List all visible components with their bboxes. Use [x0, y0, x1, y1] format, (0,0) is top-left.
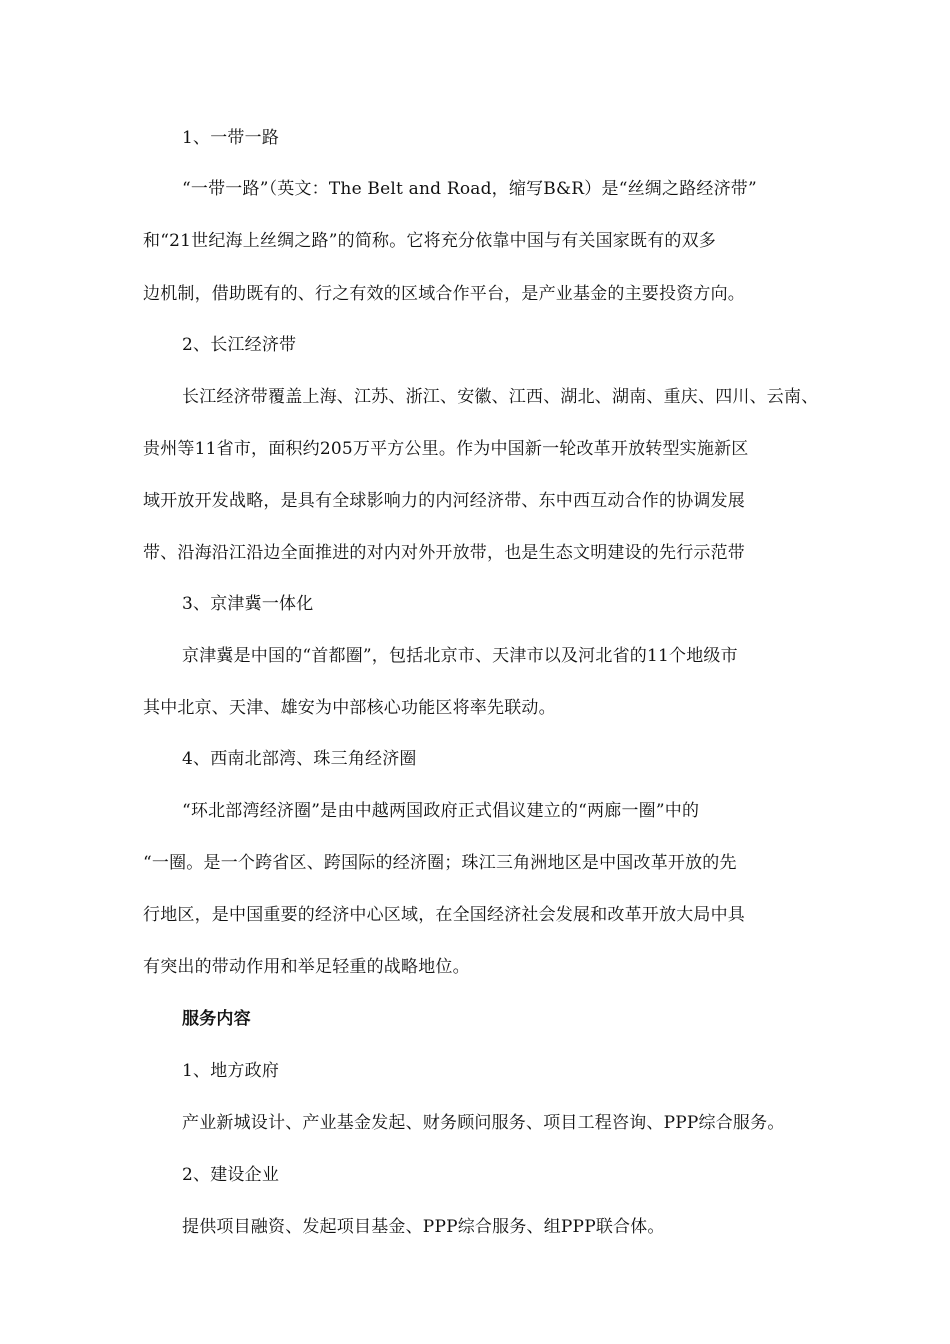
heading-belt-and-road: 1、一带一路 — [182, 128, 280, 148]
paragraph-line: 产业新城设计、产业基金发起、财务顾问服务、项目工程咨询、PPP综合服务。 — [182, 1113, 785, 1133]
heading-jingjinji: 3、京津冀一体化 — [182, 594, 314, 614]
heading-beibu-gulf-prd: 4、西南北部湾、珠三角经济圈 — [182, 749, 417, 769]
paragraph-line: 提供项目融资、发起项目基金、PPP综合服务、组PPP联合体。 — [182, 1217, 665, 1237]
paragraph-line: “一带一路”（英文：The Belt and Road，缩写B&R）是“丝绸之路经济带” — [182, 179, 757, 199]
paragraph-line: “一圈。是一个跨省区、跨国际的经济圈；珠江三角洲地区是中国改革开放的先 — [143, 853, 737, 873]
paragraph-line: 边机制，借助既有的、行之有效的区域合作平台，是产业基金的主要投资方向。 — [143, 284, 745, 304]
paragraph-line: 京津冀是中国的“首都圈”，包括北京市、天津市以及河北省的11个地级市 — [182, 646, 738, 666]
heading-yangtze-economic-belt: 2、长江经济带 — [182, 335, 297, 355]
paragraph-line: 有突出的带动作用和举足轻重的战略地位。 — [143, 957, 470, 977]
paragraph-line: “环北部湾经济圈”是由中越两国政府正式倡议建立的“两廊一圈”中的 — [182, 801, 700, 821]
paragraph-line: 长江经济带覆盖上海、江苏、浙江、安徽、江西、湖北、湖南、重庆、四川、云南、 — [182, 387, 819, 407]
section-title-services: 服务内容 — [182, 1009, 251, 1029]
paragraph-line: 带、沿海沿江沿边全面推进的对内对外开放带，也是生态文明建设的先行示范带 — [143, 543, 745, 563]
heading-local-government: 1、地方政府 — [182, 1061, 280, 1081]
paragraph-line: 域开放开发战略，是具有全球影响力的内河经济带、东中西互动合作的协调发展 — [143, 491, 745, 511]
paragraph-line: 和“21世纪海上丝绸之路”的简称。它将充分依靠中国与有关国家既有的双多 — [143, 231, 717, 251]
paragraph-line: 行地区，是中国重要的经济中心区域，在全国经济社会发展和改革开放大局中具 — [143, 905, 745, 925]
paragraph-line: 贵州等11省市，面积约205万平方公里。作为中国新一轮改革开放转型实施新区 — [143, 439, 749, 459]
paragraph-line: 其中北京、天津、雄安为中部核心功能区将率先联动。 — [143, 698, 556, 718]
heading-construction-enterprise: 2、建设企业 — [182, 1165, 280, 1185]
